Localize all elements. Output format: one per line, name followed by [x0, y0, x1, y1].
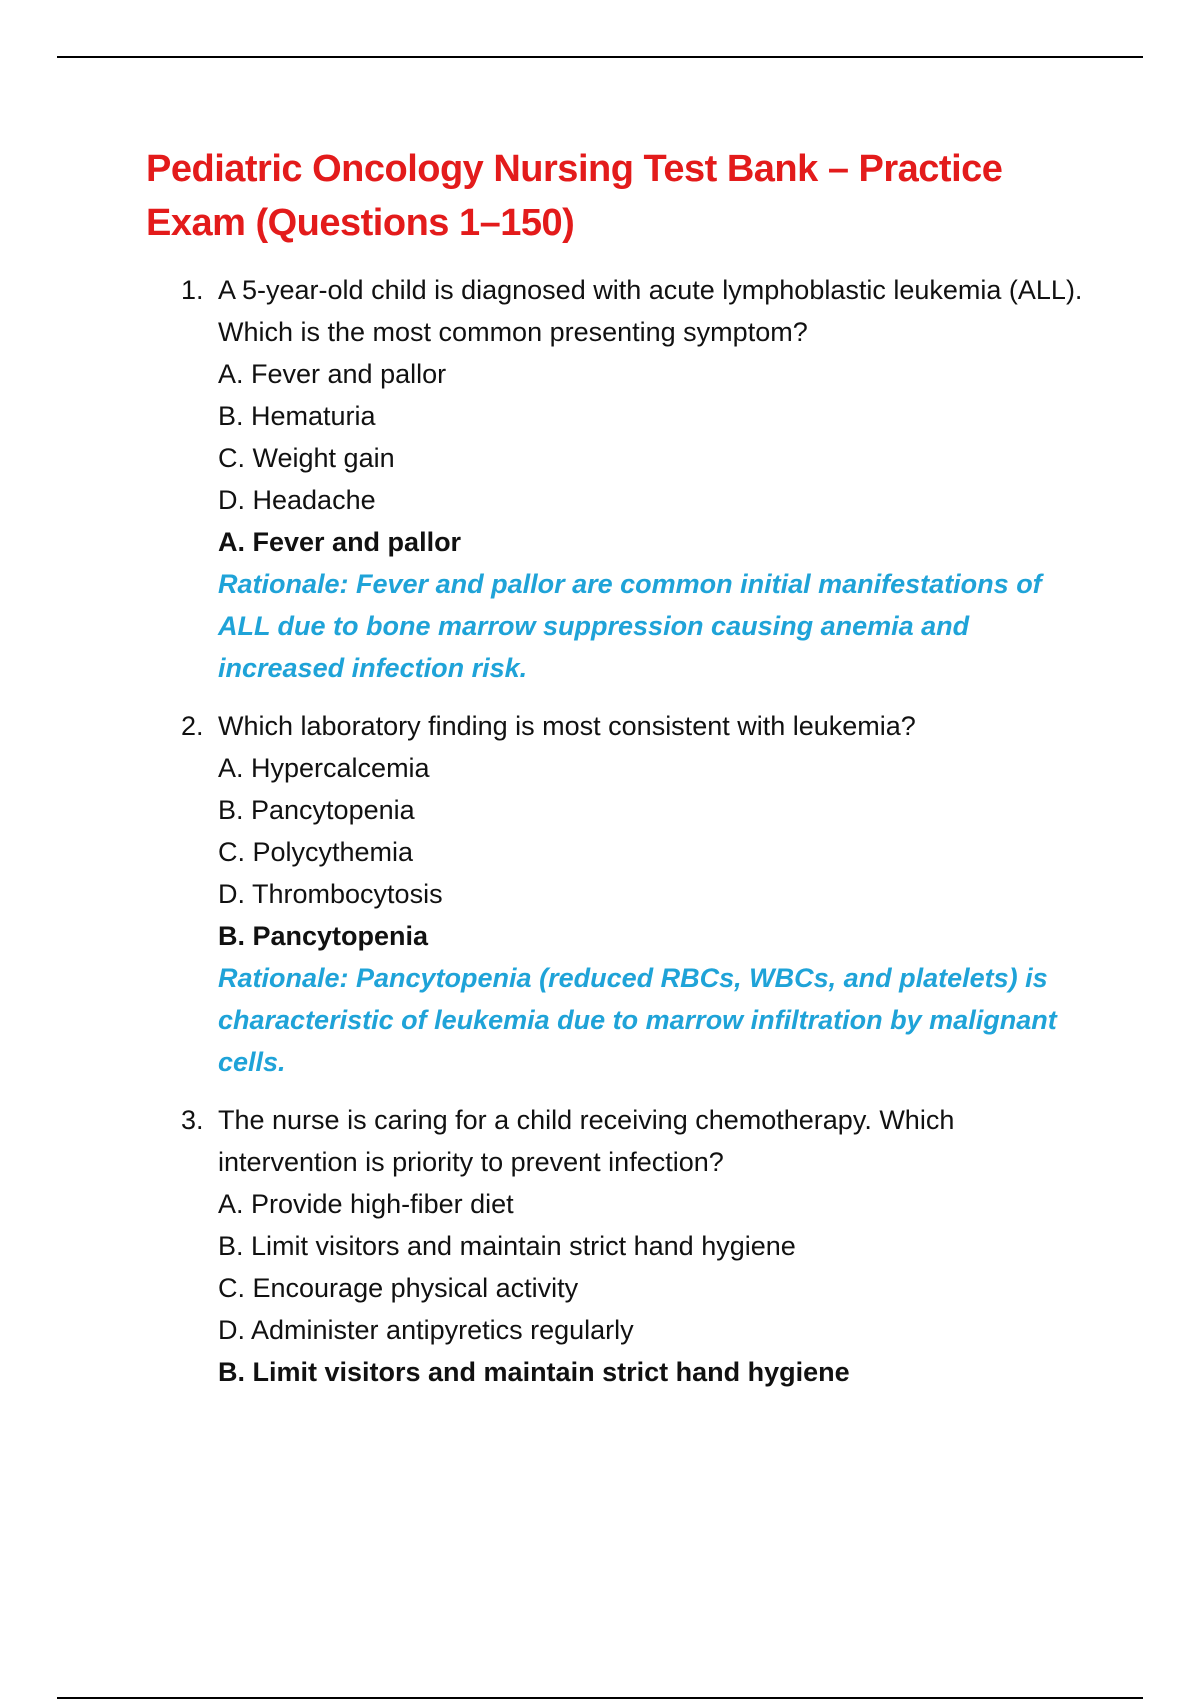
option-b: B. Pancytopenia — [218, 795, 415, 825]
option-c: C. Encourage physical activity — [218, 1273, 579, 1303]
question-text: A 5-year-old child is diagnosed with acute lymphoblastic leukemia (ALL). Which is the most common presenting symptom? — [218, 275, 1083, 347]
option-d: D. Thrombocytosis — [218, 879, 443, 909]
option-a: A. Provide high-fiber diet — [218, 1189, 514, 1219]
page-title: Pediatric Oncology Nursing Test Bank – Practice Exam (Questions 1–150) — [146, 148, 1003, 244]
rationale: Rationale: Pancytopenia (reduced RBCs, WBCs, and platelets) is characteristic of leukemia due to marrow infiltration by malignant cells. — [218, 963, 1057, 1077]
correct-answer: B. Limit visitors and maintain strict hand hygiene — [218, 1357, 850, 1387]
question-text: Which laboratory finding is most consistent with leukemia? — [218, 711, 916, 741]
question-list — [0, 269, 1200, 1409]
question-body — [218, 269, 1098, 689]
option-c: C. Polycythemia — [218, 837, 414, 867]
question-body — [218, 705, 1098, 1083]
option-a: A. Fever and pallor — [218, 359, 447, 389]
question-1 — [0, 269, 1200, 689]
top-divider — [57, 56, 1143, 58]
question-2 — [0, 705, 1200, 1083]
question-number: 2. — [181, 711, 204, 741]
option-d: D. Headache — [218, 485, 376, 515]
option-b: B. Limit visitors and maintain strict hand hygiene — [218, 1231, 796, 1261]
bottom-divider — [57, 1697, 1143, 1699]
question-number: 3. — [181, 1105, 204, 1135]
rationale: Rationale: Fever and pallor are common initial manifestations of ALL due to bone marrow suppression causing anemia and increased infection risk. — [218, 569, 1042, 683]
question-number: 1. — [181, 275, 204, 305]
question-3 — [0, 1099, 1200, 1393]
correct-answer: B. Pancytopenia — [218, 921, 429, 951]
question-text: The nurse is caring for a child receiving chemotherapy. Which intervention is priority to prevent infection? — [218, 1105, 955, 1177]
correct-answer: A. Fever and pallor — [218, 527, 462, 557]
option-a: A. Hypercalcemia — [218, 753, 430, 783]
option-c: C. Weight gain — [218, 443, 395, 473]
question-body — [218, 1099, 1098, 1393]
option-b: B. Hematuria — [218, 401, 376, 431]
option-d: D. Administer antipyretics regularly — [218, 1315, 634, 1345]
